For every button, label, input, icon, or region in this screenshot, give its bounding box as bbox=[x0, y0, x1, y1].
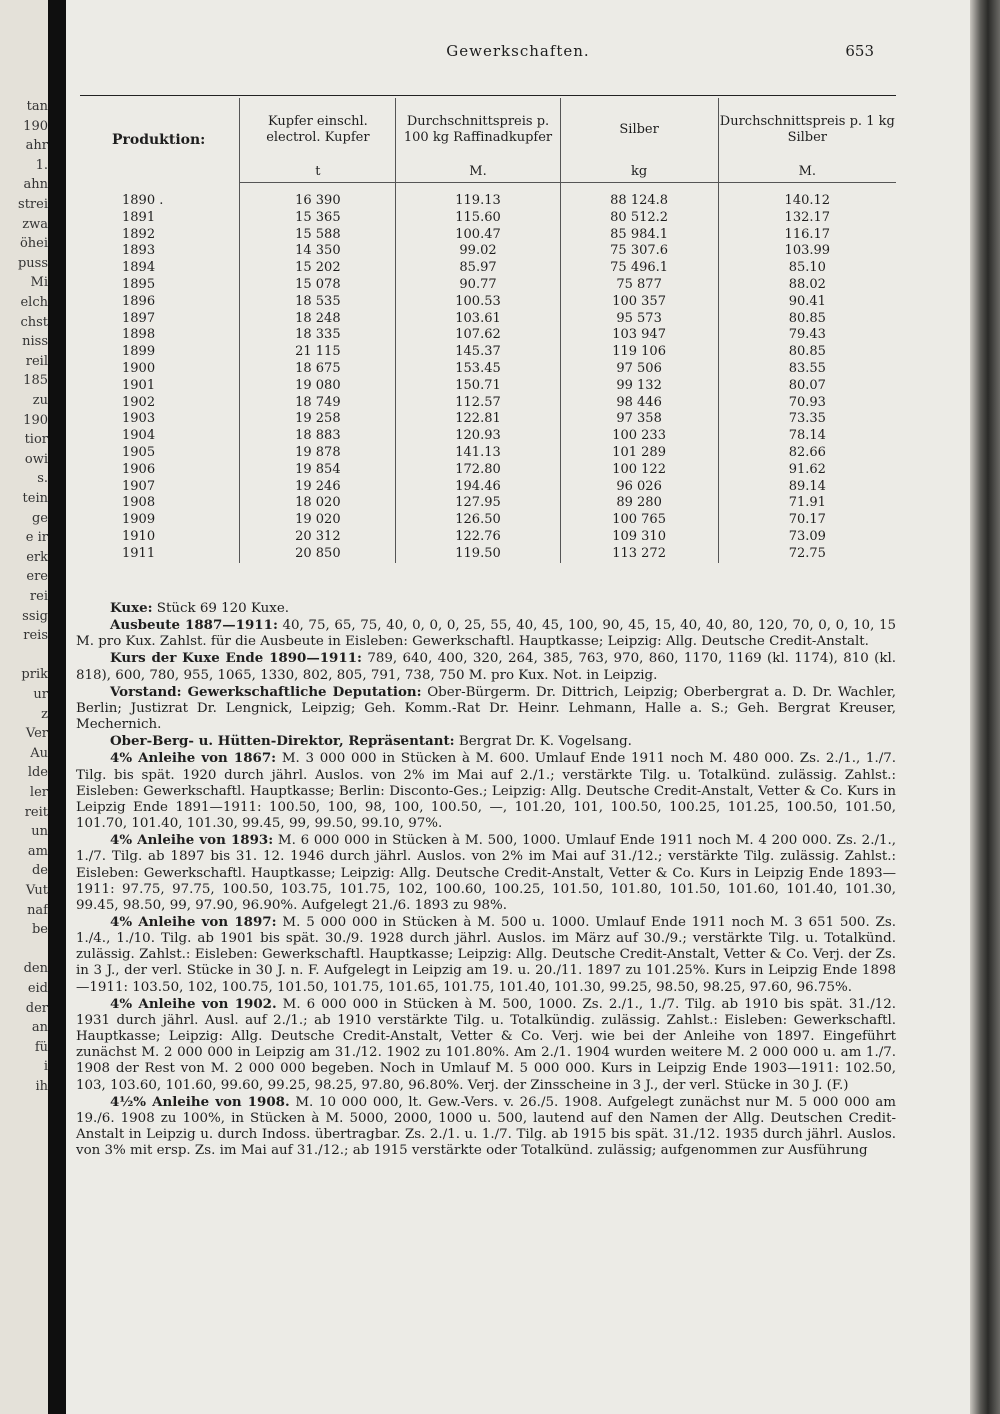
kupfer-cell: 19 878 bbox=[240, 445, 396, 462]
kupfer-cell: 15 078 bbox=[240, 277, 396, 294]
margin-fragment: fü bbox=[34, 1039, 48, 1055]
year-cell: 1901 bbox=[78, 378, 240, 395]
kupfer-cell: 14 350 bbox=[240, 243, 396, 260]
year-cell: 1892 bbox=[78, 227, 240, 244]
dp-kupfer-cell: 122.76 bbox=[396, 529, 560, 546]
dp-silber-cell: 80.85 bbox=[788, 310, 826, 326]
dp-kupfer-cell: 103.61 bbox=[396, 311, 560, 328]
margin-fragment: z bbox=[41, 706, 48, 722]
margin-fragment: an bbox=[31, 1020, 48, 1036]
kupfer-cell: 16 390 bbox=[240, 183, 396, 210]
table-row bbox=[78, 479, 896, 496]
dp-kupfer-cell: 90.77 bbox=[396, 277, 560, 294]
dp-kupfer-cell: 145.37 bbox=[396, 344, 560, 361]
anleihe-1893-text: M. 6 000 000 in Stücken à M. 500, 1000. Umlauf Ende 1911 noch M. 4 200 000. Zs. 2./1., 1./7. Tilg. ab 1897 bis 31. 12. 1946 durch jährl. Auslos. von 2% im Mai auf 31./12.; verstärkte Tilg. zulässig. Zahlst.: Eisleben: Gewerkschaftl. Hauptkasse; Leipzig: Allg. Deutsche Credit-Anstalt, Vetter & Co. Kurs in Leipzig Ende 1893—1911: 97.75, 97.75, 100.50, 103.75, 101.75, 102, 100.60, 100.25, 101.50, 101.80, 101.50, 101.60, 101.40, 101.30, 99.45, 98.50, 99, 97.90, 96.90%. Aufgelegt 21./6. 1893 zu 98%. bbox=[76, 833, 896, 913]
year-cell: 1903 bbox=[78, 411, 240, 428]
dp-silber-cell: 72.75 bbox=[788, 545, 826, 561]
table-row bbox=[78, 260, 896, 277]
dp-silber-cell: 85.10 bbox=[788, 260, 826, 276]
unit-kupfer: t bbox=[240, 162, 396, 183]
silber-cell: 75 496.1 bbox=[560, 260, 718, 277]
kurs-label: Kurs der Kuxe Ende 1890—1911: bbox=[110, 650, 362, 667]
margin-fragment: ssig bbox=[22, 608, 48, 624]
margin-fragment: i bbox=[43, 1059, 48, 1075]
dp-kupfer-cell: 100.53 bbox=[396, 294, 560, 311]
margin-fragment: zwa bbox=[22, 216, 48, 232]
margin-fragment: 185 bbox=[23, 373, 48, 389]
margin-fragment: ur bbox=[33, 687, 48, 702]
margin-fragment: e ir bbox=[25, 530, 48, 546]
dp-kupfer-cell: 122.81 bbox=[396, 411, 560, 428]
table-row bbox=[78, 395, 896, 412]
dp-silber-cell: 82.66 bbox=[788, 444, 826, 460]
dp-kupfer-cell: 127.95 bbox=[396, 495, 560, 512]
table-row bbox=[78, 495, 896, 512]
dp-silber-cell: 70.17 bbox=[788, 512, 826, 528]
table-row bbox=[78, 183, 896, 210]
margin-fragment: zu bbox=[32, 393, 48, 408]
kupfer-cell: 18 335 bbox=[240, 327, 396, 344]
margin-fragment: reis bbox=[23, 628, 48, 644]
year-cell: 1907 bbox=[78, 479, 240, 496]
silber-cell: 119 106 bbox=[560, 344, 718, 361]
anleihe-1897-text: M. 5 000 000 in Stücken à M. 500 u. 1000. Umlauf Ende 1911 noch M. 3 651 500. Zs. 1./4., 1./10. Tilg. ab 1901 bis spät. 30./9. 1928 durch jährl. Auslos. im März auf 30./9.; verstärkte Tilg. u. Totalkünd. zulässig. Zahlst.: Eisleben: Gewerkschaftl. Hauptkasse; Leipzig: Allg. Deutsche Credit-Anstalt, Vetter & Co. Verj. der Zs. in 3 J., der verl. Stücke in 30 J. n. F. Aufgelegt in Leipzig am 19. u. 20./11. 1897 zu 101.25%. Kurs in Leipzig Ende 1898—1911: 103.50, 102, 100.75, 101.50, 101.75, 101.65, 101.75, 101.40, 101.30, 99.25, 98.50, 98.25, 97.60, 96.75%. bbox=[76, 914, 896, 995]
table-row bbox=[78, 327, 896, 344]
unit-dp-silber: M. bbox=[718, 162, 896, 183]
dp-kupfer-cell: 119.50 bbox=[396, 546, 560, 563]
year-cell: 1898 bbox=[78, 327, 240, 344]
table-row bbox=[78, 361, 896, 378]
col-header-dp-kupfer: Durchschnittspreis p. 100 kg Raffinadkupfer bbox=[396, 98, 560, 162]
margin-fragment: der bbox=[25, 1000, 48, 1016]
production-table bbox=[78, 98, 896, 563]
margin-fragment: ih bbox=[35, 1079, 48, 1094]
margin-fragment: am bbox=[27, 843, 48, 859]
anleihe-1908-paragraph bbox=[76, 1094, 896, 1160]
vorstand-text: Ober-Bürgerm. Dr. Dittrich, Leipzig; Oberbergrat a. D. Dr. Wachler, Berlin; Justizrat Dr. Lengnick, Leipzig; Geh. Komm.-Rat Dr. Heinr. Lehmann, Halle a. S.; Geh. Bergrat Kreuser, Mechernich. bbox=[76, 684, 896, 733]
dp-kupfer-cell: 150.71 bbox=[396, 378, 560, 395]
table-row bbox=[78, 243, 896, 260]
margin-fragment: rei bbox=[29, 589, 48, 604]
anleihe-1902-paragraph bbox=[76, 996, 896, 1094]
silber-cell: 98 446 bbox=[560, 395, 718, 412]
kupfer-cell: 20 850 bbox=[240, 546, 396, 563]
silber-cell: 88 124.8 bbox=[560, 183, 718, 210]
margin-fragment: Vut bbox=[25, 883, 48, 898]
anleihe-1893-label: 4% Anleihe von 1893: bbox=[110, 832, 274, 849]
margin-fragment: ahr bbox=[25, 138, 48, 154]
silber-cell: 97 506 bbox=[560, 361, 718, 378]
table-row bbox=[78, 411, 896, 428]
margin-fragment: ge bbox=[31, 510, 48, 526]
dp-kupfer-cell: 100.47 bbox=[396, 227, 560, 244]
unit-silber: kg bbox=[560, 162, 718, 183]
margin-fragment: strei bbox=[18, 197, 48, 212]
kurs-paragraph bbox=[76, 650, 896, 683]
year-cell: 1899 bbox=[78, 344, 240, 361]
silber-cell: 100 357 bbox=[560, 294, 718, 311]
silber-cell: 103 947 bbox=[560, 327, 718, 344]
table-row bbox=[78, 378, 896, 395]
kupfer-cell: 15 202 bbox=[240, 260, 396, 277]
year-cell: 1895 bbox=[78, 277, 240, 294]
kupfer-cell: 18 020 bbox=[240, 495, 396, 512]
kupfer-cell: 19 258 bbox=[240, 411, 396, 428]
dp-kupfer-cell: 119.13 bbox=[396, 183, 560, 210]
margin-fragment: ahn bbox=[23, 177, 48, 193]
margin-fragment: lde bbox=[27, 765, 48, 781]
running-title: Gewerkschaften. bbox=[446, 42, 590, 60]
anleihe-1893-paragraph bbox=[76, 832, 896, 914]
dp-kupfer-cell: 99.02 bbox=[396, 243, 560, 260]
year-cell: 1904 bbox=[78, 428, 240, 445]
dp-silber-cell: 103.99 bbox=[784, 243, 831, 259]
dp-kupfer-cell: 115.60 bbox=[396, 210, 560, 227]
year-cell: 1900 bbox=[78, 361, 240, 378]
margin-fragment: s. bbox=[37, 471, 48, 487]
margin-fragment: niss bbox=[22, 334, 48, 350]
year-cell: 1897 bbox=[78, 311, 240, 328]
col-header-kupfer: Kupfer einschl. electrol. Kupfer bbox=[240, 98, 396, 162]
margin-fragment: den bbox=[23, 961, 48, 977]
margin-fragment: reil bbox=[25, 353, 48, 369]
margin-fragment: tein bbox=[22, 491, 48, 506]
table-row bbox=[78, 512, 896, 529]
dp-silber-cell: 140.12 bbox=[784, 193, 831, 208]
table-row bbox=[78, 311, 896, 328]
year-cell: 1890 . bbox=[78, 183, 240, 210]
kupfer-cell: 21 115 bbox=[240, 344, 396, 361]
margin-fragment: de bbox=[31, 863, 48, 879]
margin-fragment: owi bbox=[24, 451, 48, 467]
kupfer-cell: 19 020 bbox=[240, 512, 396, 529]
dp-kupfer-cell: 172.80 bbox=[396, 462, 560, 479]
table-row bbox=[78, 344, 896, 361]
margin-fragment: un bbox=[31, 824, 48, 840]
kupfer-cell: 19 246 bbox=[240, 479, 396, 496]
dp-silber-cell: 80.07 bbox=[788, 377, 826, 393]
table-row bbox=[78, 546, 896, 563]
dp-kupfer-cell: 85.97 bbox=[396, 260, 560, 277]
body-text bbox=[76, 600, 896, 1159]
margin-fragment: 190 bbox=[23, 118, 48, 134]
margin-fragment: ler bbox=[29, 785, 48, 800]
margin-fragment: tior bbox=[24, 432, 48, 448]
kuxe-text: Stück 69 120 Kuxe. bbox=[152, 601, 290, 616]
year-cell: 1910 bbox=[78, 529, 240, 546]
kuxe-label: Kuxe: bbox=[110, 600, 153, 616]
header-rule bbox=[80, 95, 896, 96]
table-row bbox=[78, 529, 896, 546]
margin-fragment: Mi bbox=[30, 275, 48, 291]
direktor-label: Ober-Berg- u. Hütten-Direktor, Repräsentant: bbox=[110, 733, 455, 750]
vorstand-label: Vorstand: Gewerkschaftliche Deputation: bbox=[110, 683, 422, 700]
margin-fragment: 190 bbox=[23, 412, 48, 428]
kupfer-cell: 20 312 bbox=[240, 529, 396, 546]
silber-cell: 75 307.6 bbox=[560, 243, 718, 260]
vorstand-paragraph bbox=[76, 684, 896, 733]
silber-cell: 85 984.1 bbox=[560, 227, 718, 244]
margin-fragment: reit bbox=[24, 804, 48, 820]
anleihe-1908-text: M. 10 000 000, lt. Gew.-Vers. v. 26./5. 1908. Aufgelegt zunächst nur M. 5 000 000 am 19./6. 1908 zu 100%, in Stücken à M. 5000, 2000, 1000 u. 500, lautend auf den Namen der Allg. Deutschen Credit-Anstalt in Leipzig u. durch Indoss. übertragbar. Zs. 2./1. u. 1./7. Tilg. ab 1915 bis spät. 31./12. 1935 durch jährl. Auslos. von 3% mit ersp. Zs. im Mai auf 31./12.; ab 1915 verstärkte oder Totalkünd. zulässig; aufgenommen zur Ausführung bbox=[76, 1094, 896, 1159]
table-row bbox=[78, 227, 896, 244]
kupfer-cell: 18 535 bbox=[240, 294, 396, 311]
margin-fragment: ere bbox=[26, 569, 48, 585]
silber-cell: 89 280 bbox=[560, 495, 718, 512]
dp-silber-cell: 73.35 bbox=[788, 411, 826, 427]
anleihe-1867-text: M. 3 000 000 in Stücken à M. 600. Umlauf Ende 1911 noch M. 480 000. Zs. 2./1., 1./7. Tilg. bis spät. 1920 durch jährl. Auslos. von 2% im Mai auf 2./1.; verstärkte Tilg. u. Totalkünd. zulässig. Zahlst.: Eisleben: Gewerkschaftl. Hauptkasse; Berlin: Disconto-Ges.; Leipzig: Allg. Deutsche Credit-Anstalt, Vetter & Co. Kurs in Leipzig Ende 1891—1911: 100.50, 100, 98, 100, 100.50, —, 101.20, 101, 100.50, 100.25, 101.25, 100.50, 101.50, 101.70, 101.40, 101.30, 99.45, 99, 99.50, 99.10, 97%. bbox=[76, 751, 896, 832]
table-row bbox=[78, 277, 896, 294]
kupfer-cell: 18 675 bbox=[240, 361, 396, 378]
anleihe-1897-paragraph bbox=[76, 914, 896, 996]
kupfer-cell: 18 883 bbox=[240, 428, 396, 445]
dp-kupfer-cell: 126.50 bbox=[396, 512, 560, 529]
dp-silber-cell: 132.17 bbox=[784, 209, 831, 225]
margin-fragment: eid bbox=[27, 981, 48, 996]
year-cell: 1894 bbox=[78, 260, 240, 277]
margin-fragment: elch bbox=[20, 295, 48, 310]
anleihe-1897-label: 4% Anleihe von 1897: bbox=[110, 913, 277, 930]
dp-silber-cell: 91.62 bbox=[788, 461, 826, 477]
kupfer-cell: 15 588 bbox=[240, 227, 396, 244]
dp-silber-cell: 116.17 bbox=[784, 226, 831, 242]
dp-kupfer-cell: 120.93 bbox=[396, 428, 560, 445]
year-cell: 1908 bbox=[78, 495, 240, 512]
unit-dp-kupfer: M. bbox=[396, 162, 560, 183]
page-edge bbox=[970, 0, 1000, 1414]
table-row bbox=[78, 445, 896, 462]
anleihe-1902-label: 4% Anleihe von 1902. bbox=[110, 995, 277, 1012]
direktor-text: Bergrat Dr. K. Vogelsang. bbox=[454, 734, 632, 750]
dp-kupfer-cell: 141.13 bbox=[396, 445, 560, 462]
dp-kupfer-cell: 153.45 bbox=[396, 361, 560, 378]
col-header-produktion: Produktion: bbox=[78, 98, 240, 183]
table-row bbox=[78, 462, 896, 479]
anleihe-1908-label: 4½% Anleihe von 1908. bbox=[110, 1093, 290, 1110]
col-header-dp-silber: Durchschnittspreis p. 1 kg Silber bbox=[719, 114, 895, 145]
ausbeute-text: 40, 75, 65, 75, 40, 0, 0, 0, 25, 55, 40, 45, 100, 90, 45, 15, 40, 40, 80, 120, 70, 0, 0, 10, 15 M. pro Kux. Zahlst. für die Ausbeute in Eisleben: Gewerkschaftl. Hauptkasse; Leipzig: Allg. Deutsche Credit-Anstalt. bbox=[76, 618, 896, 650]
anleihe-1902-text: M. 6 000 000 in Stücken à M. 500, 1000. Zs. 2./1., 1./7. Tilg. ab 1910 bis spät. 31./12. 1931 durch jährl. Ausl. auf 2./1.; ab 1910 verstärkte Tilg. u. Totalkündig. zulässig. Zahlst.: Eisleben: Gewerkschaftl. Hauptkasse; Leipzig: Allg. Deutsche Credit-Anstalt, Vetter & Co. Verj. wie bei der Anleihe von 1897. Eingeführt zunächst M. 2 000 000 in Leipzig am 31./12. 1902 zu 101.80%. Am 2./1. 1904 wurden weitere M. 2 000 000 u. am 1./7. 1908 der Rest von M. 2 000 000 begeben. Noch in Umlauf M. 5 000 000. Kurs in Leipzig Ende 1903—1911: 102.50, 103, 103.60, 101.60, 99.60, 99.25, 98.25, 97.80, 96.80%. Verj. der Zinsscheine in 3 J., der verl. Stücke in 30 J. (F.) bbox=[76, 996, 896, 1093]
year-cell: 1909 bbox=[78, 512, 240, 529]
silber-cell: 101 289 bbox=[560, 445, 718, 462]
dp-silber-cell: 70.93 bbox=[788, 394, 826, 410]
margin-fragment: Au bbox=[30, 745, 48, 761]
margin-fragment: tan bbox=[26, 99, 48, 114]
silber-cell: 80 512.2 bbox=[560, 210, 718, 227]
silber-cell: 95 573 bbox=[560, 311, 718, 328]
dp-silber-cell: 88.02 bbox=[788, 276, 826, 292]
dp-silber-cell: 78.14 bbox=[788, 428, 826, 444]
previous-page-margin bbox=[0, 0, 48, 1414]
direktor-paragraph bbox=[76, 733, 896, 750]
table-row bbox=[78, 210, 896, 227]
dp-silber-cell: 79.43 bbox=[788, 327, 826, 343]
table-row bbox=[78, 428, 896, 445]
kupfer-cell: 18 749 bbox=[240, 395, 396, 412]
margin-fragment: naf bbox=[27, 902, 48, 918]
dp-kupfer-cell: 112.57 bbox=[396, 395, 560, 412]
dp-silber-cell: 89.14 bbox=[788, 478, 826, 494]
margin-fragment: be bbox=[31, 922, 48, 938]
ausbeute-label: Ausbeute 1887—1911: bbox=[110, 617, 278, 634]
year-cell: 1896 bbox=[78, 294, 240, 311]
year-cell: 1905 bbox=[78, 445, 240, 462]
margin-fragment: prik bbox=[21, 667, 48, 683]
dp-silber-cell: 73.09 bbox=[788, 528, 826, 544]
margin-fragment: chst bbox=[20, 314, 48, 330]
silber-cell: 100 122 bbox=[560, 462, 718, 479]
silber-cell: 99 132 bbox=[560, 378, 718, 395]
kupfer-cell: 15 365 bbox=[240, 210, 396, 227]
silber-cell: 109 310 bbox=[560, 529, 718, 546]
dp-silber-cell: 90.41 bbox=[788, 293, 826, 309]
dp-kupfer-cell: 194.46 bbox=[396, 479, 560, 496]
ausbeute-paragraph bbox=[76, 617, 896, 650]
page-number: 653 bbox=[845, 42, 874, 60]
silber-cell: 96 026 bbox=[560, 479, 718, 496]
year-cell: 1911 bbox=[78, 546, 240, 563]
margin-fragment: öhei bbox=[19, 236, 48, 252]
margin-fragment: puss bbox=[17, 255, 48, 271]
year-cell: 1902 bbox=[78, 395, 240, 412]
book-page bbox=[66, 0, 970, 1414]
silber-cell: 100 765 bbox=[560, 512, 718, 529]
col-header-silber: Silber bbox=[560, 98, 718, 162]
margin-fragment: erk bbox=[26, 549, 48, 565]
production-table-body bbox=[78, 183, 896, 563]
year-cell: 1893 bbox=[78, 243, 240, 260]
kupfer-cell: 18 248 bbox=[240, 311, 396, 328]
silber-cell: 97 358 bbox=[560, 411, 718, 428]
year-cell: 1906 bbox=[78, 462, 240, 479]
margin-fragment: 1. bbox=[35, 157, 48, 173]
dp-silber-cell: 71.91 bbox=[788, 495, 826, 511]
anleihe-1867-label: 4% Anleihe von 1867: bbox=[110, 750, 277, 767]
kupfer-cell: 19 080 bbox=[240, 378, 396, 395]
table-row bbox=[78, 294, 896, 311]
dp-silber-cell: 83.55 bbox=[788, 360, 826, 376]
kupfer-cell: 19 854 bbox=[240, 462, 396, 479]
silber-cell: 113 272 bbox=[560, 546, 718, 563]
book-gutter bbox=[48, 0, 66, 1414]
dp-silber-cell: 80.85 bbox=[788, 344, 826, 360]
silber-cell: 75 877 bbox=[560, 277, 718, 294]
silber-cell: 100 233 bbox=[560, 428, 718, 445]
kuxe-paragraph bbox=[76, 600, 896, 617]
year-cell: 1891 bbox=[78, 210, 240, 227]
dp-kupfer-cell: 107.62 bbox=[396, 327, 560, 344]
kurs-text: 789, 640, 400, 320, 264, 385, 763, 970, 860, 1170, 1169 (kl. 1174), 810 (kl. 818), 600, 780, 955, 1065, 1330, 802, 805, 791, 738, 750 M. pro Kux. Not. in Leipzig. bbox=[76, 651, 897, 683]
margin-fragment: Ver bbox=[25, 726, 48, 742]
anleihe-1867-paragraph bbox=[76, 750, 896, 832]
